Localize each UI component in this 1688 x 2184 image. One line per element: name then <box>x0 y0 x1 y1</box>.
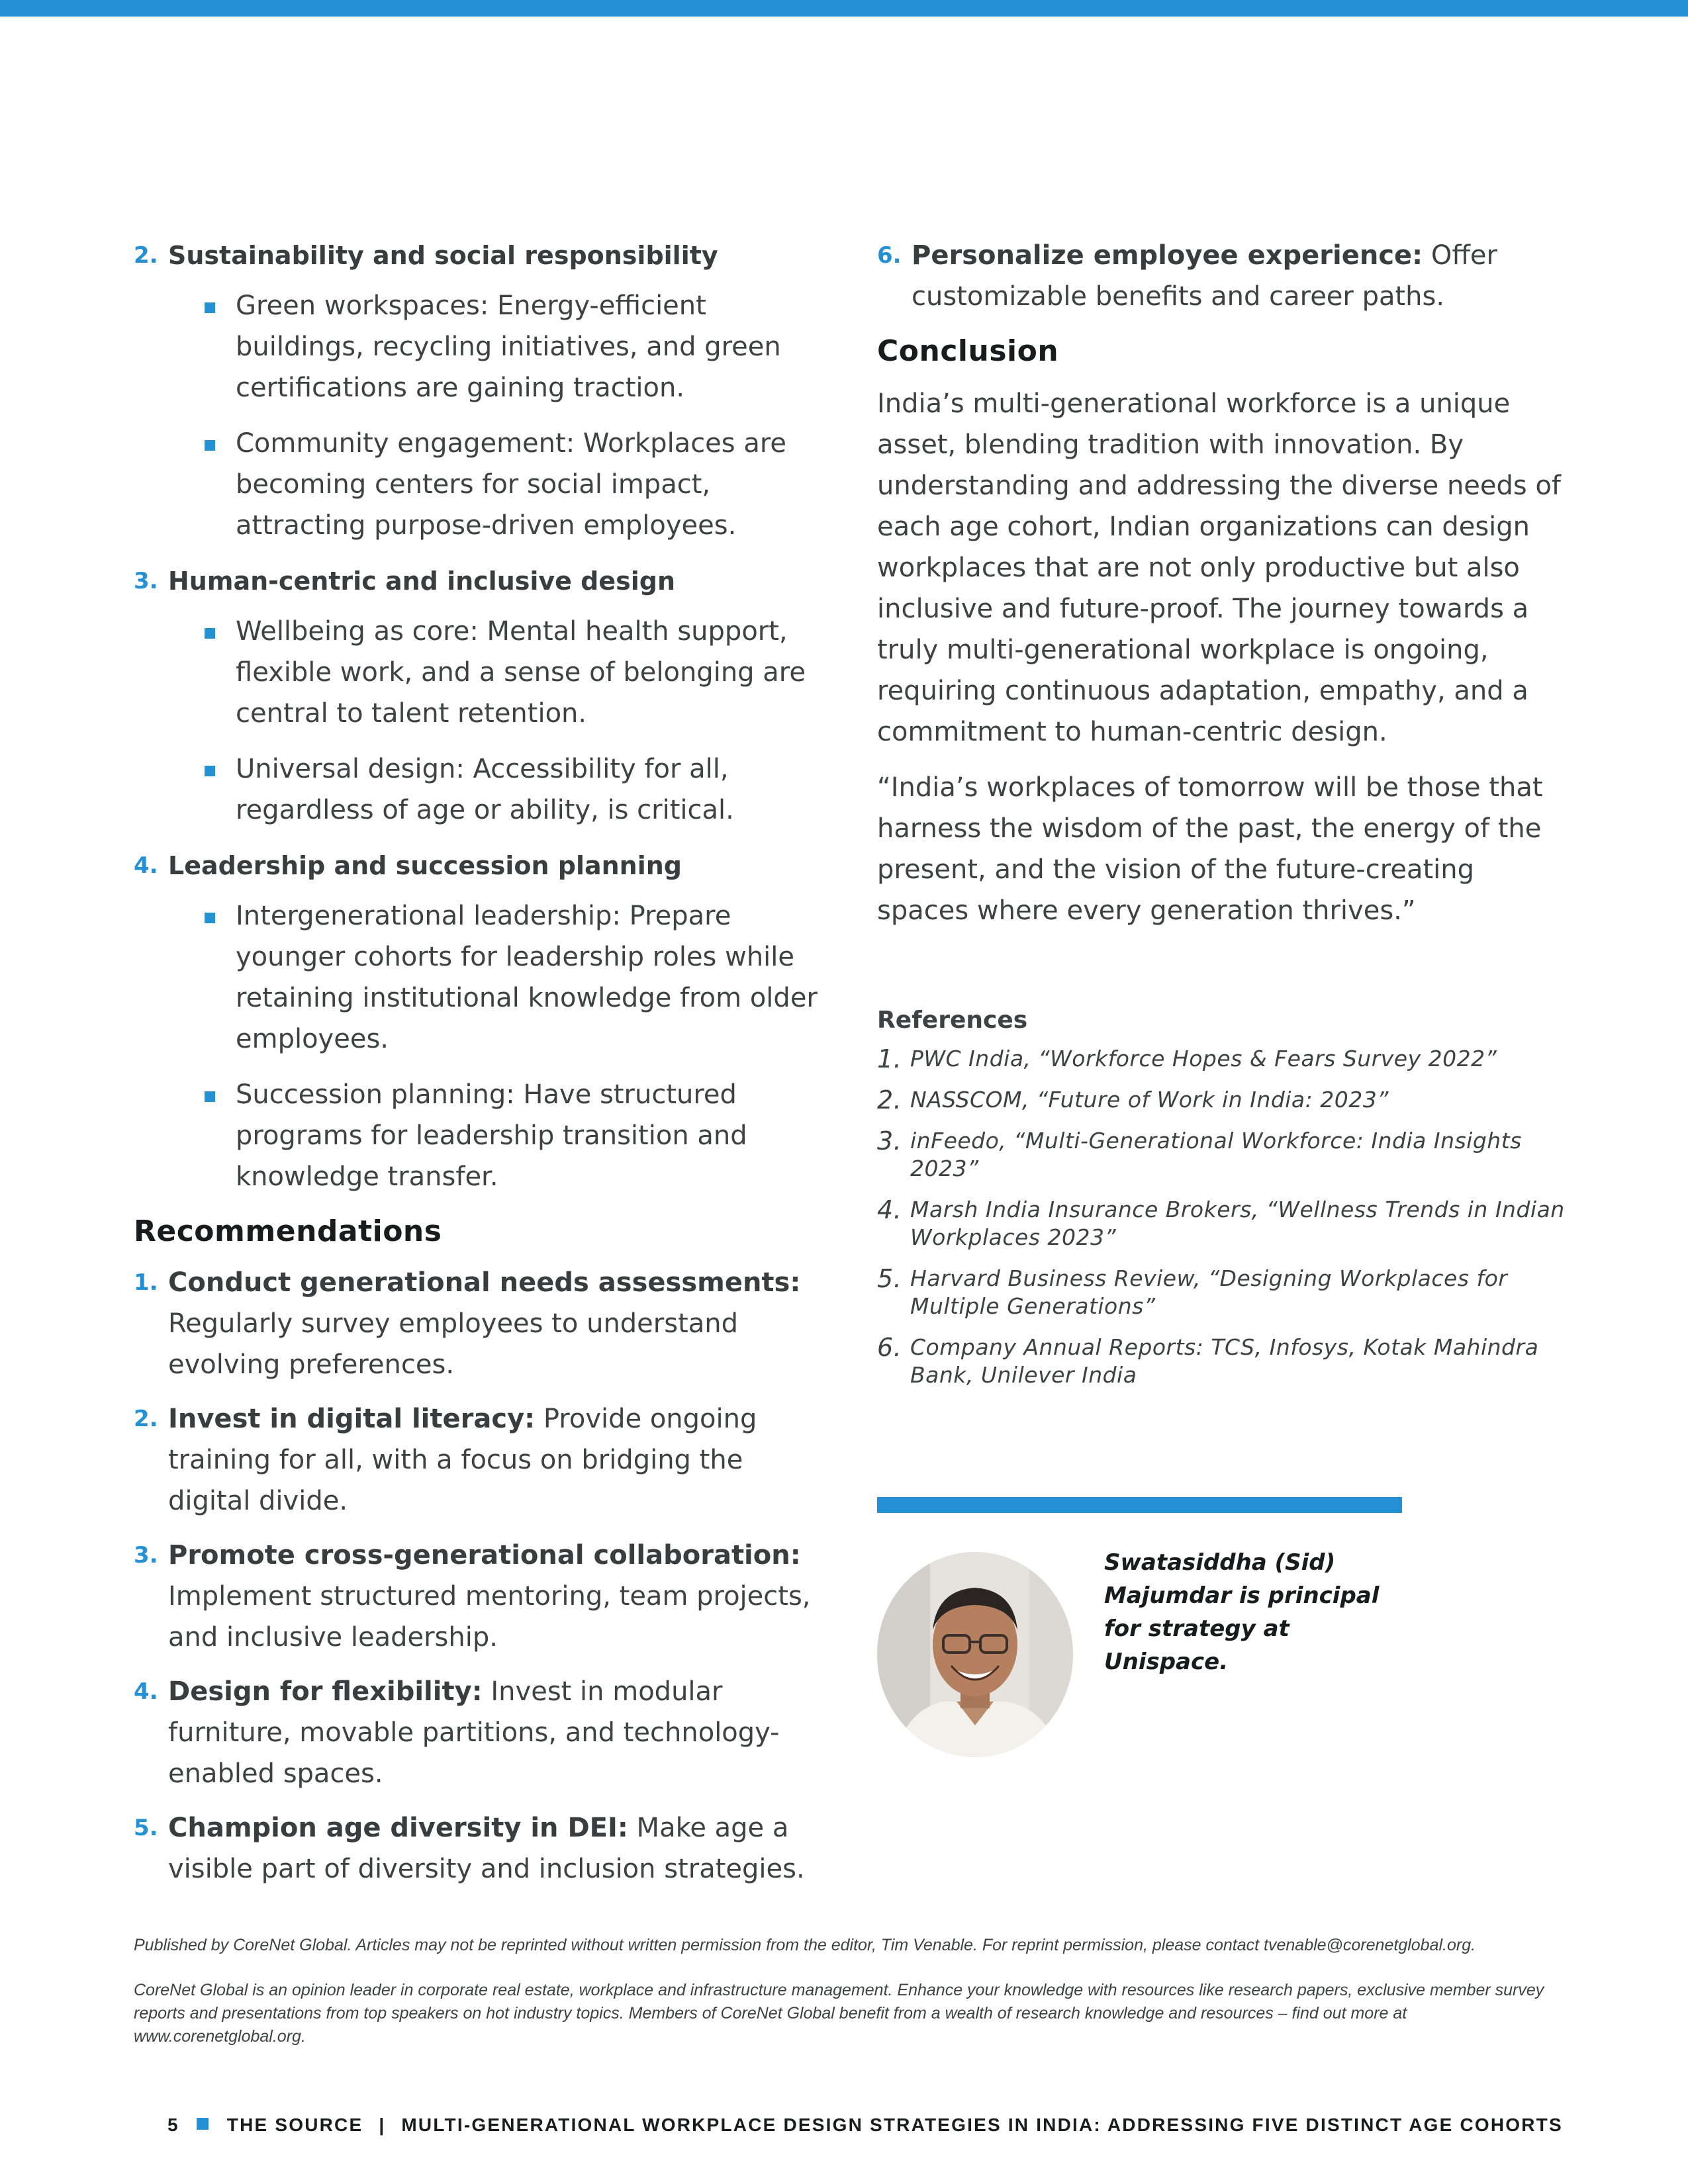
recommendation-item <box>877 235 1566 317</box>
square-bullet-icon <box>205 302 215 313</box>
bullet-item: Succession planning: Have structured programs for leadership transition and knowledge transfer. <box>168 1074 822 1197</box>
item-heading: Human-centric and inclusive design <box>168 567 676 596</box>
bullet-list <box>168 895 822 1197</box>
square-bullet-icon <box>205 628 215 639</box>
recommendation-lead: Design for flexibility: <box>168 1676 483 1707</box>
conclusion-paragraph: India’s multi-generational workforce is a unique asset, blending tradition with innovation. By understanding and addressing the diverse needs of each age cohort, Indian organizations can design workplaces that are not only productive but also inclusive and future-proof. The journey towards a truly multi-generational workplace is ongoing, requiring continuous adaptation, empathy, and a commitment to human-centric design. <box>877 388 1562 747</box>
recommendation-text: Invest in modular furniture, movable partitions, and technology-enabled spaces. <box>168 1676 780 1789</box>
item-heading: Sustainability and social responsibility <box>168 241 718 270</box>
bullet-item: Wellbeing as core: Mental health support, flexible work, and a sense of belonging are central to talent retention. <box>168 611 822 734</box>
recommendation-text: Offer customizable benefits and career paths. <box>912 240 1497 312</box>
item-number: 2. <box>134 1406 158 1432</box>
recommendation-item <box>134 1535 822 1658</box>
bullet-list <box>168 285 822 546</box>
square-bullet-icon <box>205 1091 215 1102</box>
author-portrait-icon <box>877 1552 1073 1757</box>
bullet-item: Green workspaces: Energy-efficient buildings, recycling initiatives, and green certifications are gaining traction. <box>168 285 822 408</box>
item-heading: Leadership and succession planning <box>168 851 682 880</box>
reference-item: 6. Company Annual Reports: TCS, Infosys, Kotak Mahindra Bank, Unilever India <box>877 1333 1539 1388</box>
page-footer <box>167 2113 1563 2137</box>
recommendation-item <box>134 1807 822 1889</box>
closing-quote: “India’s workplaces of tomorrow will be those that harness the wisdom of the past, the energy of the present, and the vision of the future-creating spaces where every generation thrives.” <box>877 772 1543 926</box>
trend-item-2 <box>134 235 822 546</box>
footer-separator: | <box>379 2115 386 2135</box>
item-number: 3. <box>134 1542 158 1569</box>
recommendation-item <box>134 1398 822 1522</box>
publication-note: Published by CoreNet Global. Articles may not be reprinted without written permission from the editor, Tim Venable. For reprint permission, please contact tvenable@corenetglobal.org. <box>134 1936 1476 1954</box>
recommendation-item <box>134 1262 822 1385</box>
recommendation-lead: Conduct generational needs assessments: <box>168 1267 801 1298</box>
recommendation-text: Provide ongoing training for all, with a focus on bridging the digital divide. <box>168 1404 757 1516</box>
references-list <box>877 1045 1566 1389</box>
reference-item: 2. NASSCOM, “Future of Work in India: 2023” <box>877 1085 1389 1115</box>
conclusion-heading: Conclusion <box>877 334 1059 368</box>
author-photo <box>877 1552 1073 1757</box>
top-accent-bar <box>0 0 1688 17</box>
about-corenet-note: CoreNet Global is an opinion leader in corporate real estate, workplace and infrastructure management. Enhance your knowledge with resources like research papers, exclusive member survey reports and presentations from top speakers on hot industry topics. Members of CoreNet Global benefit from a wealth of research knowledge and resources – find out more at www.corenetglobal.org. <box>134 1981 1544 2046</box>
recommendation-lead: Champion age diversity in DEI: <box>168 1813 628 1843</box>
item-number: 1. <box>134 1269 158 1296</box>
bullet-item: Universal design: Accessibility for all, regardless of age or ability, is critical. <box>168 749 822 831</box>
publication-name: THE SOURCE <box>226 2115 363 2135</box>
recommendation-text: Implement structured mentoring, team projects, and inclusive leadership. <box>168 1581 811 1653</box>
item-number: 4. <box>134 852 158 879</box>
right-column <box>877 235 1566 1402</box>
reference-item: 1. PWC India, “Workforce Hopes & Fears Survey 2022” <box>877 1044 1497 1073</box>
references-title: References <box>877 1007 1028 1034</box>
item-number: 6. <box>877 242 902 269</box>
bullet-list <box>168 611 822 831</box>
page-number: 5 <box>167 2115 179 2135</box>
left-column <box>134 235 822 1903</box>
trend-item-3 <box>134 561 822 831</box>
recommendation-lead: Promote cross-generational collaboration: <box>168 1540 801 1570</box>
recommendation-lead: Invest in digital literacy: <box>168 1404 536 1434</box>
recommendation-lead: Personalize employee experience: <box>912 240 1423 271</box>
trend-item-4 <box>134 845 822 1197</box>
reference-item: 3. inFeedo, “Multi-Generational Workforce: India Insights 2023” <box>877 1126 1522 1181</box>
item-number: 2. <box>134 242 158 269</box>
square-bullet-icon <box>205 913 215 923</box>
reference-item: 5. Harvard Business Review, “Designing Workplaces for Multiple Generations” <box>877 1264 1508 1319</box>
square-bullet-icon <box>205 766 215 776</box>
reference-item: 4. Marsh India Insurance Brokers, “Wellness Trends in Indian Workplaces 2023” <box>877 1195 1565 1250</box>
author-bio: Swatasiddha (Sid) Majumdar is principal for strategy at Unispace. <box>1104 1549 1380 1675</box>
square-separator-icon <box>197 2118 209 2130</box>
item-number: 3. <box>134 568 158 594</box>
item-number: 4. <box>134 1678 158 1705</box>
square-bullet-icon <box>205 440 215 451</box>
bullet-item: Intergenerational leadership: Prepare younger cohorts for leadership roles while retaining institutional knowledge from older employees. <box>168 895 822 1060</box>
article-title: MULTI-GENERATIONAL WORKPLACE DESIGN STRATEGIES IN INDIA: ADDRESSING FIVE DISTINCT AGE COHORTS <box>401 2115 1563 2135</box>
recommendation-text: Regularly survey employees to understand evolving preferences. <box>168 1308 739 1380</box>
recommendations-heading: Recommendations <box>134 1214 442 1248</box>
recommendation-item <box>134 1671 822 1794</box>
recommendation-text: Make age a visible part of diversity and inclusion strategies. <box>168 1813 805 1884</box>
bullet-item: Community engagement: Workplaces are becoming centers for social impact, attracting purpose-driven employees. <box>168 423 822 546</box>
author-accent-bar <box>877 1497 1402 1513</box>
item-number: 5. <box>134 1815 158 1841</box>
